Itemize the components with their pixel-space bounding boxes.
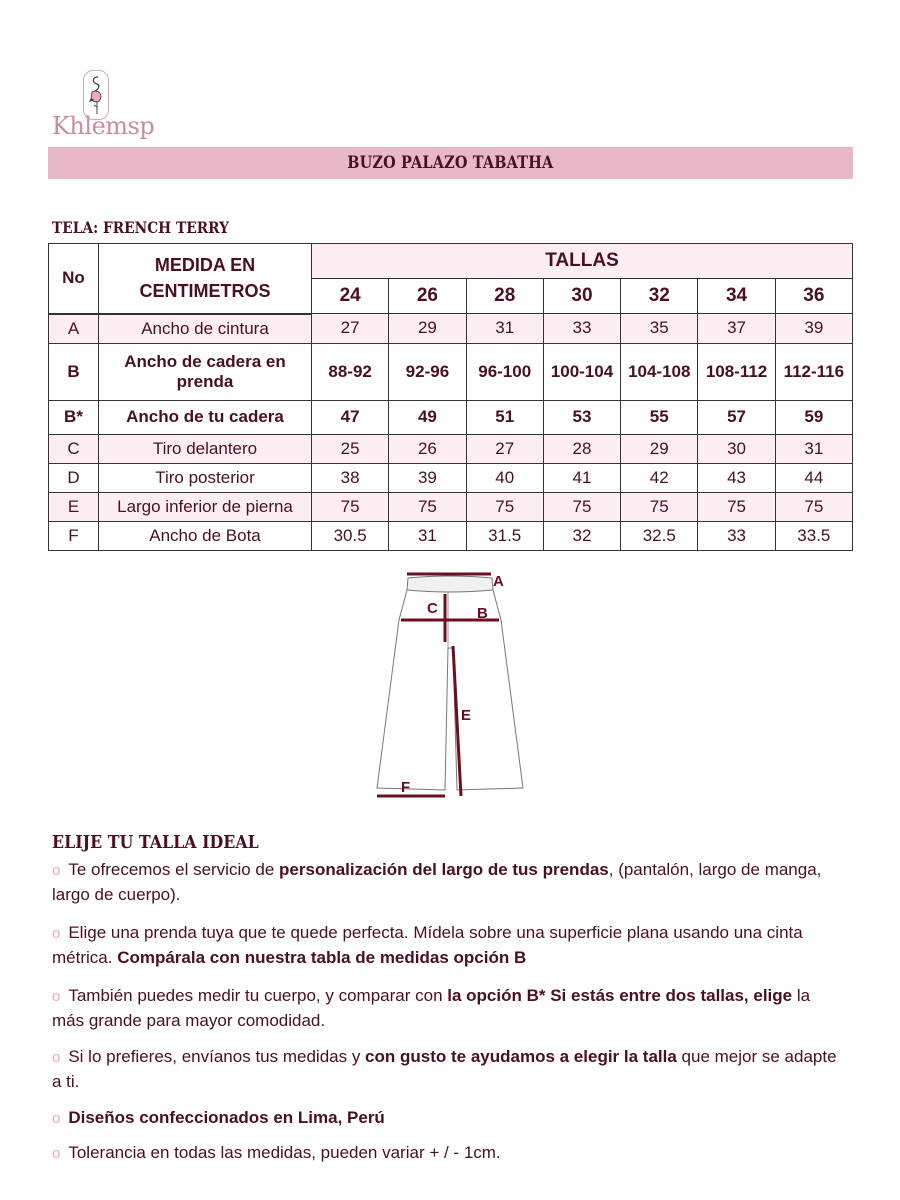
note-text: Tolerancia en todas las medidas, pueden variar + / - 1cm. (68, 1143, 501, 1162)
size-value: 49 (389, 400, 466, 434)
size-value: 47 (312, 400, 389, 434)
size-value: 32 (543, 521, 620, 550)
bullet-icon: o (52, 1049, 61, 1066)
header-measure: MEDIDA EN CENTIMETROS (99, 244, 312, 314)
size-value: 40 (466, 463, 543, 492)
table-row (49, 434, 853, 463)
size-value: 88-92 (312, 343, 389, 400)
row-code: E (49, 492, 99, 521)
size-value: 96-100 (466, 343, 543, 400)
size-value: 31 (466, 314, 543, 344)
note-text: que mejor se adapte a ti. (52, 1047, 837, 1091)
size-value: 75 (466, 492, 543, 521)
size-value: 38 (312, 463, 389, 492)
note-emphasis: la opción B* Si estás entre dos tallas, elige (447, 986, 793, 1005)
size-value: 27 (466, 434, 543, 463)
size-value: 75 (698, 492, 775, 521)
size-value: 39 (389, 463, 466, 492)
label-a: A (493, 573, 504, 590)
size-value: 31.5 (466, 521, 543, 550)
brand-logo (50, 68, 155, 146)
row-label: Largo inferior de pierna (99, 492, 312, 521)
note-emphasis: personalización del largo de tus prendas (279, 860, 609, 879)
note-text: Elige una prenda tuya que te quede perfecta. Mídela sobre una superficie plana usando una cinta métrica. (52, 923, 803, 967)
note-emphasis: Diseños confeccionados en Lima, Perú (68, 1108, 385, 1127)
size-value: 43 (698, 463, 775, 492)
size-value: 42 (621, 463, 698, 492)
row-label: Tiro delantero (99, 434, 312, 463)
size-value: 75 (543, 492, 620, 521)
size-value: 26 (389, 434, 466, 463)
table-row (49, 314, 853, 344)
size-value: 29 (389, 314, 466, 344)
row-label: Tiro posterior (99, 463, 312, 492)
row-label: Ancho de Bota (99, 521, 312, 550)
size-header-28: 28 (466, 279, 543, 314)
bullet-icon: o (52, 925, 61, 942)
size-value: 59 (775, 400, 852, 434)
row-code: C (49, 434, 99, 463)
guide-title: ELIJE TU TALLA IDEAL (52, 832, 259, 853)
pants-diagram (365, 568, 535, 800)
table-row (49, 400, 853, 434)
product-title-bar (48, 147, 853, 179)
note-text: Si lo prefieres, envíanos tus medidas y (68, 1047, 366, 1066)
row-label: Ancho de tu cadera (99, 400, 312, 434)
size-header-36: 36 (775, 279, 852, 314)
bullet-icon: o (52, 1110, 61, 1127)
size-value: 100-104 (543, 343, 620, 400)
label-e: E (461, 707, 472, 724)
row-code: D (49, 463, 99, 492)
size-value: 25 (312, 434, 389, 463)
size-value: 33.5 (775, 521, 852, 550)
table-row (49, 463, 853, 492)
size-header-24: 24 (312, 279, 389, 314)
row-label: Ancho de cintura (99, 314, 312, 344)
note-text: También puedes medir tu cuerpo, y comparar con (68, 986, 448, 1005)
size-value: 44 (775, 463, 852, 492)
size-value: 31 (389, 521, 466, 550)
size-value: 92-96 (389, 343, 466, 400)
bullet-icon: o (52, 988, 61, 1005)
guide-note (52, 858, 842, 907)
header-tallas: TALLAS (312, 244, 853, 279)
note-text: Te ofrecemos el servicio de (68, 860, 280, 879)
row-code: F (49, 521, 99, 550)
label-b: B (477, 605, 488, 622)
size-value: 35 (621, 314, 698, 344)
size-header-34: 34 (698, 279, 775, 314)
size-header-26: 26 (389, 279, 466, 314)
size-value: 33 (698, 521, 775, 550)
guide-note (52, 921, 842, 970)
size-value: 75 (312, 492, 389, 521)
size-value: 31 (775, 434, 852, 463)
size-value: 37 (698, 314, 775, 344)
size-value: 33 (543, 314, 620, 344)
note-text: la más grande para mayor comodidad. (52, 986, 811, 1030)
row-code: B* (49, 400, 99, 434)
guide-note (52, 1106, 842, 1131)
size-value: 30.5 (312, 521, 389, 550)
size-value: 28 (543, 434, 620, 463)
size-value: 51 (466, 400, 543, 434)
size-value: 75 (389, 492, 466, 521)
size-value: 32.5 (621, 521, 698, 550)
note-emphasis: Compárala con nuestra tabla de medidas opción B (117, 948, 527, 967)
size-value: 108-112 (698, 343, 775, 400)
bullet-icon: o (52, 862, 61, 879)
label-c: C (427, 600, 438, 617)
brand-name: Khlemsp (52, 112, 155, 140)
row-label: Ancho de cadera en prenda (99, 343, 312, 400)
row-code: A (49, 314, 99, 344)
flamingo-icon (86, 74, 106, 116)
size-value: 55 (621, 400, 698, 434)
table-row (49, 521, 853, 550)
note-text: , (pantalón, largo de manga, largo de cuerpo). (52, 860, 822, 904)
guide-note (52, 1141, 842, 1166)
table-row (49, 492, 853, 521)
size-value: 29 (621, 434, 698, 463)
product-title: BUZO PALAZO TABATHA (347, 153, 554, 173)
size-value: 75 (775, 492, 852, 521)
guide-note (52, 1045, 842, 1094)
size-value: 75 (621, 492, 698, 521)
guide-notes (52, 858, 842, 1166)
bullet-icon: o (52, 1145, 61, 1162)
label-f: F (401, 779, 411, 796)
header-no: No (49, 244, 99, 314)
size-value: 112-116 (775, 343, 852, 400)
size-value: 30 (698, 434, 775, 463)
note-emphasis: con gusto te ayudamos a elegir la talla (365, 1047, 677, 1066)
size-value: 41 (543, 463, 620, 492)
size-value: 39 (775, 314, 852, 344)
size-header-32: 32 (621, 279, 698, 314)
size-header-30: 30 (543, 279, 620, 314)
size-value: 53 (543, 400, 620, 434)
row-code: B (49, 343, 99, 400)
size-value: 57 (698, 400, 775, 434)
pants-outline (377, 576, 523, 790)
table-row (49, 343, 853, 400)
guide-note (52, 984, 842, 1033)
size-value: 27 (312, 314, 389, 344)
fabric-label: TELA: FRENCH TERRY (52, 218, 229, 237)
size-value: 104-108 (621, 343, 698, 400)
size-table (48, 243, 853, 551)
